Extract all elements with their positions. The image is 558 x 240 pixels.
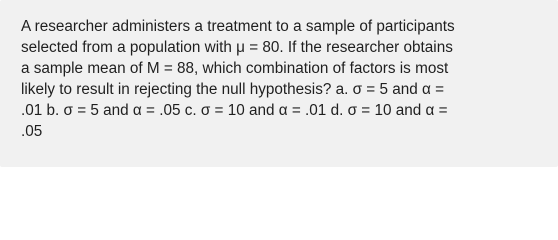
question-text: A researcher administers a treatment to a sample of participants selected from a population with μ = 80. If the researcher obtains a sample mean of M = 88, which combination of factors is most likely to result in rejecting the null hypothesis? a. σ = 5 and α = .01 b. σ = 5 and α = .05 c. σ = 10 and α = .01 d. σ = 10 and α = .05: [21, 18, 455, 140]
